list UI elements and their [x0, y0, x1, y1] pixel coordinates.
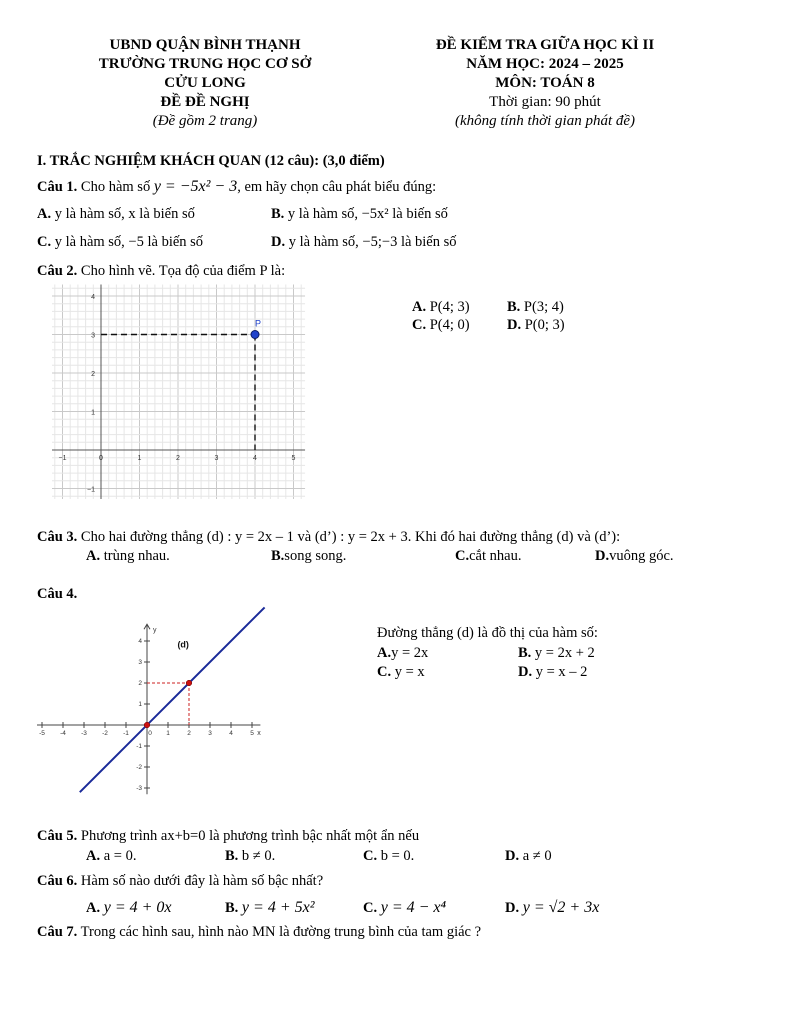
- option-text: b = 0.: [380, 848, 415, 864]
- grid: [52, 284, 305, 499]
- exam-title: ĐỀ KIỂM TRA GIỮA HỌC KÌ II: [435, 37, 655, 53]
- x-tick-label: 1: [166, 730, 170, 737]
- q3-option-d[interactable]: [595, 548, 674, 565]
- option-key: B.: [518, 645, 532, 661]
- q5-option-a[interactable]: [86, 848, 136, 865]
- option-key: C.: [37, 234, 52, 250]
- y-tick-label: 3: [91, 332, 95, 340]
- option-text: vuông góc.: [609, 548, 674, 564]
- q4-option-a[interactable]: [377, 645, 428, 662]
- page-count: (Đề gồm 2 trang): [152, 113, 258, 129]
- question-5: [37, 826, 419, 846]
- q2-option-c[interactable]: [412, 317, 470, 334]
- q5-label: Câu 5.: [37, 828, 78, 844]
- axes: [52, 284, 305, 499]
- duration: Thời gian: 90 phút: [489, 94, 601, 110]
- q5-option-b[interactable]: [225, 848, 275, 865]
- q2-coordinate-graph: [52, 283, 314, 499]
- y-tick-label: -3: [136, 785, 142, 792]
- y-tick-label: -2: [136, 764, 142, 771]
- q1-formula: y = −5x² − 3: [153, 178, 238, 195]
- option-key: C.: [412, 317, 427, 333]
- x-tick-label: 0: [148, 730, 152, 737]
- q3-label: Câu 3.: [37, 529, 78, 545]
- q6-label: Câu 6.: [37, 873, 78, 889]
- q6-option-b[interactable]: [225, 899, 315, 917]
- q2-label: Câu 2.: [37, 263, 78, 279]
- option-key: D.: [518, 664, 533, 680]
- option-key: B.: [507, 299, 521, 315]
- option-text: song song.: [284, 548, 347, 564]
- line-d: [80, 607, 265, 792]
- q3-option-c[interactable]: [455, 548, 521, 565]
- q3-text: Cho hai đường thẳng (d) : y = 2x – 1 và (d’) : y = 2x + 3. Khi đó hai đường thẳng (d) và (d’):: [80, 529, 621, 545]
- option-text: trùng nhau.: [103, 548, 170, 564]
- option-key: D.: [271, 234, 286, 250]
- q1-option-b[interactable]: [271, 206, 448, 223]
- option-key: A.: [377, 645, 392, 661]
- point-label: P: [255, 318, 262, 329]
- option-key: A.: [37, 206, 52, 222]
- line-d-path: [80, 607, 265, 792]
- question-1: [37, 177, 436, 197]
- point-marker: [251, 331, 259, 339]
- option-text: a ≠ 0: [522, 848, 552, 864]
- question-6: [37, 871, 323, 891]
- origin-point: [144, 722, 150, 728]
- q1-label: Câu 1.: [37, 179, 78, 195]
- school-name-line1: TRƯỜNG TRUNG HỌC CƠ SỞ: [98, 56, 312, 72]
- q7-label: Câu 7.: [37, 924, 78, 940]
- option-text: y là hàm số, x là biến số: [54, 206, 195, 222]
- x-tick-label: 4: [253, 455, 257, 462]
- x-tick-label: 2: [176, 455, 180, 462]
- q1-text-a: Cho hàm số: [80, 179, 151, 195]
- q6-option-d[interactable]: [505, 899, 599, 917]
- header-left: [60, 36, 350, 131]
- q6-text: Hàm số nào dưới đây là hàm số bậc nhất?: [80, 873, 324, 889]
- option-text: y = √2 + 3x: [522, 899, 600, 916]
- option-key: B.: [271, 548, 285, 564]
- q2-option-b[interactable]: [507, 299, 564, 316]
- q6-option-a[interactable]: [86, 899, 172, 917]
- option-key: B.: [225, 848, 239, 864]
- option-key: A.: [412, 299, 427, 315]
- y-tick-label: 4: [138, 638, 142, 645]
- q5-option-c[interactable]: [363, 848, 414, 865]
- q2-option-d[interactable]: [507, 317, 565, 334]
- x-tick-label: -2: [102, 730, 108, 737]
- option-key: B.: [225, 900, 239, 916]
- q5-text: Phương trình ax+b=0 là phương trình bậc nhất một ẩn nếu: [80, 828, 420, 844]
- question-2: [37, 261, 285, 281]
- x-tick-label: -5: [39, 730, 45, 737]
- school-name-line2: CỬU LONG: [164, 75, 246, 91]
- y-axis-label: y: [153, 627, 157, 635]
- q1-option-d[interactable]: [271, 234, 457, 251]
- district-name: UBND QUẬN BÌNH THẠNH: [109, 37, 301, 53]
- option-key: D.: [507, 317, 522, 333]
- option-key: C.: [363, 848, 378, 864]
- x-tick-label: 4: [229, 730, 233, 737]
- option-text: P(4; 3): [429, 299, 470, 315]
- y-tick-label: −1: [87, 486, 95, 494]
- x-tick-label: −1: [58, 455, 67, 462]
- option-key: D.: [505, 900, 520, 916]
- duration-note: (không tính thời gian phát đề): [454, 113, 636, 129]
- option-key: C.: [363, 900, 378, 916]
- option-key: D.: [505, 848, 520, 864]
- q4-option-d[interactable]: [518, 664, 587, 681]
- q2-text: Cho hình vẽ. Tọa độ của điểm P là:: [80, 263, 286, 279]
- x-axis-label: x: [257, 730, 261, 737]
- header-right: [400, 36, 690, 131]
- marked-point: [186, 680, 192, 686]
- option-key: A.: [86, 848, 101, 864]
- question-7: [37, 922, 481, 942]
- option-key: A.: [86, 900, 101, 916]
- y-tick-label: 1: [91, 409, 95, 417]
- option-text: y = x – 2: [535, 664, 588, 680]
- question-3: [37, 527, 620, 547]
- q1-text-b: , em hãy chọn câu phát biểu đúng:: [237, 179, 437, 195]
- option-text: y = x: [394, 664, 425, 680]
- x-tick-label: 0: [99, 455, 103, 462]
- y-tick-label: 2: [91, 371, 95, 378]
- q4-option-c[interactable]: [377, 664, 425, 681]
- q3-option-a[interactable]: [86, 548, 170, 565]
- y-tick-label: 2: [138, 680, 142, 687]
- section-title: I. TRẮC NGHIỆM KHÁCH QUAN (12 câu): (3,0 điểm): [37, 153, 385, 169]
- line-label: (d): [177, 639, 189, 650]
- tick-labels: [39, 627, 261, 792]
- q4-option-b[interactable]: [518, 645, 595, 662]
- x-tick-label: 3: [208, 730, 212, 737]
- q5-option-d[interactable]: [505, 848, 552, 865]
- x-tick-label: 5: [250, 730, 254, 737]
- point-p: [101, 319, 261, 451]
- y-tick-label: 1: [138, 701, 142, 708]
- x-tick-label: -1: [123, 730, 129, 737]
- option-text: P(0; 3): [524, 317, 565, 333]
- q7-text: Trong các hình sau, hình nào MN là đường trung bình của tam giác ?: [80, 924, 482, 940]
- option-text: y = 4 + 0x: [103, 899, 172, 916]
- x-tick-label: -3: [81, 730, 87, 737]
- x-tick-label: 3: [214, 455, 219, 462]
- option-text: cắt nhau.: [469, 548, 522, 564]
- q4-label: Câu 4.: [37, 586, 78, 602]
- axes: [37, 624, 260, 794]
- q6-option-c[interactable]: [363, 899, 446, 917]
- q1-option-a[interactable]: [37, 206, 195, 223]
- option-text: y = 4 − x⁴: [380, 899, 447, 916]
- option-text: y = 2x: [391, 645, 429, 661]
- option-key: D.: [595, 548, 610, 564]
- y-tick-label: 3: [138, 659, 142, 666]
- q1-option-c[interactable]: [37, 234, 203, 251]
- q4-text: Đường thẳng (d) là đồ thị của hàm số:: [377, 625, 598, 641]
- option-key: C.: [377, 664, 392, 680]
- option-text: y = 4 + 5x²: [241, 899, 315, 916]
- option-text: y là hàm số, −5;−3 là biến số: [288, 234, 457, 250]
- subject: MÔN: TOÁN 8: [495, 75, 595, 91]
- x-tick-label: 5: [291, 455, 296, 462]
- option-key: B.: [271, 206, 285, 222]
- option-key: C.: [455, 548, 470, 564]
- q3-option-b[interactable]: [271, 548, 346, 565]
- school-year: NĂM HỌC: 2024 – 2025: [466, 56, 624, 72]
- option-text: y = 2x + 2: [534, 645, 595, 661]
- exam-type: ĐỀ ĐỀ NGHỊ: [160, 94, 250, 110]
- option-text: b ≠ 0.: [241, 848, 276, 864]
- option-text: y là hàm số, −5x² là biến số: [287, 206, 448, 222]
- x-tick-label: -4: [60, 730, 66, 737]
- y-tick-label: 4: [91, 294, 95, 301]
- y-tick-label: -1: [136, 743, 142, 750]
- option-key: A.: [86, 548, 101, 564]
- option-text: P(3; 4): [523, 299, 564, 315]
- x-tick-label: 1: [137, 455, 142, 462]
- x-tick-label: 2: [187, 730, 191, 737]
- option-text: y là hàm số, −5 là biến số: [54, 234, 204, 250]
- option-text: P(4; 0): [429, 317, 470, 333]
- option-text: a = 0.: [103, 848, 137, 864]
- q4-line-graph: [34, 600, 274, 796]
- q2-option-a[interactable]: [412, 299, 470, 316]
